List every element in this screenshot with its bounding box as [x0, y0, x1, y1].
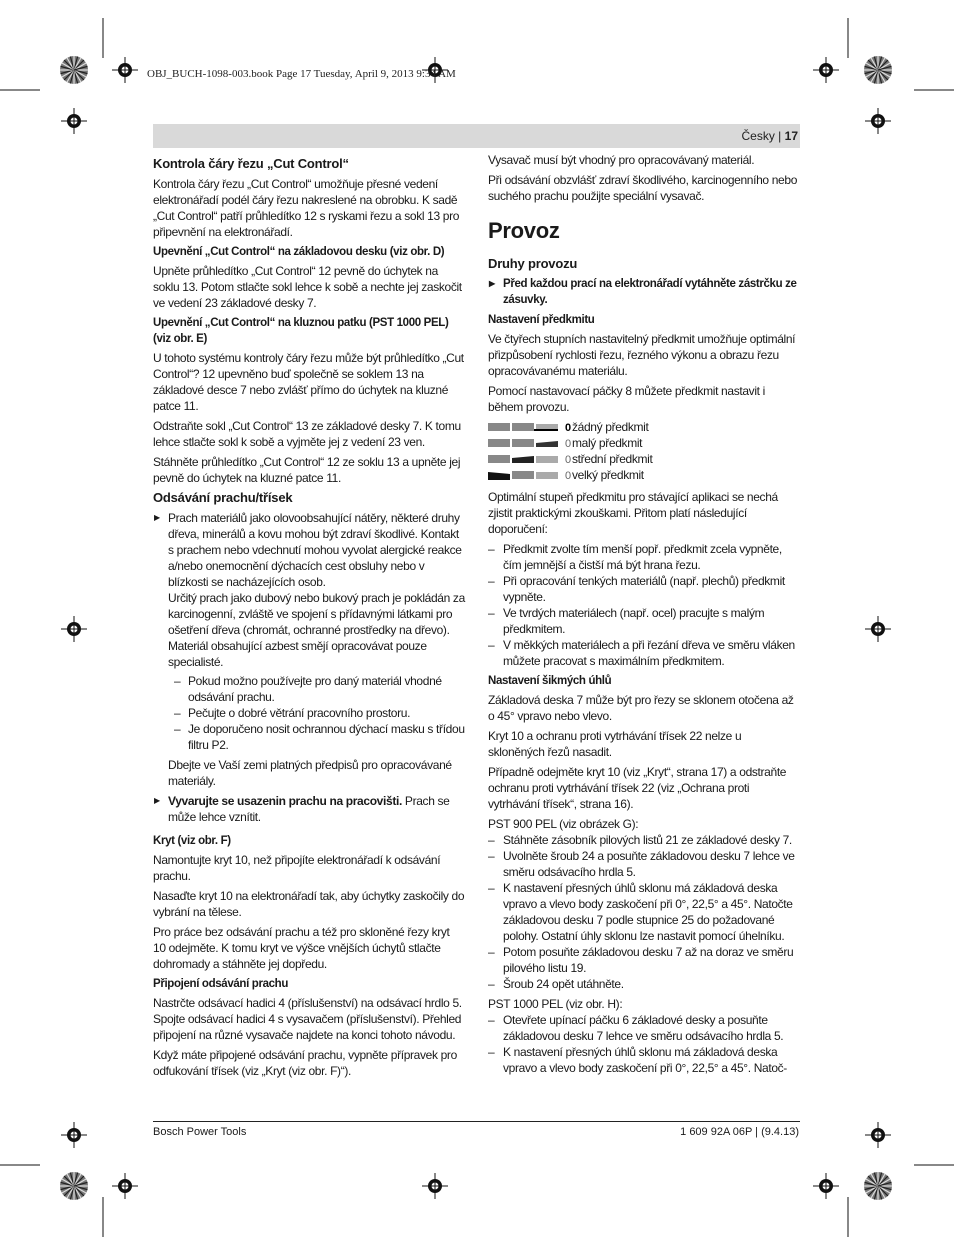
para-vacuum-2: Při odsávání obzvlášť zdraví škodlivého, karcinogenního nebo suchého prachu použijte speciální vysavač. [488, 173, 798, 203]
pst900-step: – Uvolněte šroub 24 a posuňte základovou desku 7 lehce ve směru odsávacího hrdla 5. [488, 848, 800, 880]
page-number: 17 [784, 129, 798, 143]
pendulum-level-1-icon [488, 437, 572, 449]
para-bevel-1: Základová deska 7 může být pro řezy se sklonem otočena až o 45° vpravo nebo vlevo. [488, 693, 794, 723]
para-pendulum-1: Ve čtyřech stupních nastavitelný předkmit umožňuje optimální přizpůsobení rychlosti řezu, řezného výkonu a obrazu řezu opracovávanému materiálu. [488, 332, 796, 378]
pendulum-level-label: malý předkmit [572, 436, 643, 450]
para-connect-1: Nastrčte odsávací hadici 4 (příslušenství) na odsávací hrdlo 5. Spojte odsávací hadici 4 s vysavačem (příslušenství). Přehled připojení na různé vysavače najdete na konci tohoto návodu. [153, 996, 462, 1042]
pendulum-level-3-icon [488, 469, 572, 481]
right-column [488, 152, 800, 1076]
pst1000-step: – Otevřete upínací páčku 6 základové desky a posuňte základovou desku 7 lehce ve směru odsávacího hrdla 5. [488, 1012, 800, 1044]
level-digit: 0 [565, 470, 571, 481]
heading-connect-extraction: Připojení odsávání prachu [153, 978, 289, 990]
para-pad-mount-1: U tohoto systému kontroly čáry řezu může být průhledítko „Cut Control“? 12 upevněno buď společně se soklem 13 na základové desce 7 nebo zvlášť přímo do úchytek na kluzné patce 11. [153, 351, 464, 413]
page-header [741, 129, 798, 143]
pendulum-level-label: žádný předkmit [572, 420, 649, 434]
para-pst900: PST 900 PEL (viz obrázek G): [488, 817, 639, 831]
para-base-mount: Upněte průhledítko „Cut Control“ 12 pevně do úchytek na soklu 13. Potom stlačte sokl lehce k sobě a nechte jej zaskočit ve vedení 23 základové desky 7. [153, 264, 462, 310]
bullet-dust-hazard: ▶ Prach materiálů jako olovoobsahující nátěry, některé druhy dřeva, minerálů a kovu mohou být zdraví škodlivé. Kontakt s prachem nebo vdechnutí mohou vyvolat alergické reakce a/nebo onemocnění dýchacích cest obsluhy nebo v blízkosti se nacházejících osob. [153, 510, 465, 590]
left-column [153, 152, 465, 1083]
dust-advice-item: – Je doporučeno nosit ochrannou dýchací masku s třídou filtru P2. [168, 721, 465, 753]
pendulum-level-row [488, 419, 800, 435]
level-digit: 0 [565, 422, 571, 433]
para-pad-mount-2: Odstraňte sokl „Cut Control“ 13 ze základové desky 7. K tomu lehce stlačte sokl k sobě a vyjměte jej z vedení 23 ven. [153, 419, 461, 449]
dust-deposits-warning: Vyvarujte se usazenin prachu na pracovišti. [168, 794, 402, 808]
para-pad-mount-3: Stáhněte průhledítko „Cut Control“ 12 ze soklu 13 a upněte jej pevně do úchytek na kluzné patce 11. [153, 455, 461, 485]
para-optimal-level: Optimální stupeň předkmitu pro stávající aplikaci se nechá zjistit praktickými zkouškami. Přitom platí následující doporučení: [488, 490, 778, 536]
para-pendulum-2: Pomocí nastavovací páčky 8 můžete předkmit nastavit i během provozu. [488, 384, 765, 414]
level-digit: 0 [565, 438, 571, 449]
para-cover-1: Namontujte kryt 10, než připojíte elektronářadí k odsávání prachu. [153, 853, 441, 883]
footer-rule [153, 1121, 800, 1122]
pst900-step: – Potom posuňte základovou desku 7 až na doraz ve směru pilového listu 19. [488, 944, 800, 976]
para-pst1000: PST 1000 PEL (viz obr. H): [488, 997, 623, 1011]
pendulum-levels [488, 419, 800, 483]
pendulum-level-2-icon [488, 453, 572, 465]
pendulum-advice-item: – V měkkých materiálech a při řezání dřeva ve směru vláken můžete pracovat s maximálním předkmitem. [488, 637, 800, 669]
para-bevel-3: Případně odejměte kryt 10 (viz „Kryt“, strana 17) a odstraňte ochranu proti vytrhávání třísek 22 (viz „Ochrana proti vytrhávání třísek“, strana 16). [488, 765, 787, 811]
footer-doc-number: 1 609 92A 06P | (9.4.13) [680, 1126, 799, 1138]
pendulum-level-label: velký předkmit [572, 468, 644, 482]
dust-advice-item: – Pokud možno používejte pro daný materiál vhodné odsávání prachu. [168, 673, 465, 705]
header-bar [153, 124, 800, 148]
bullet-unplug: ▶ Před každou prací na elektronářadí vytáhněte zástrčku ze zásuvky. [488, 276, 800, 308]
heading-dust-extraction: Odsávání prachu/třísek [153, 490, 293, 505]
pst900-step: – K nastavení přesných úhlů sklonu má základová deska vpravo a vlevo body zaskočení při 0°, 22,5° a 45°. Natočte základovou desku 7 podle stupnice 25 do požadované polohy. Ostatní úhly sklonu lze nastavit pomocí úhelníku. [488, 880, 800, 944]
pendulum-advice-item: – Ve tvrdých materiálech (např. ocel) pracujte s malým předkmitem. [488, 605, 800, 637]
para-dust-carcinogenic: Určitý prach jako dubový nebo bukový prach je pokládán za karcinogenní, zvláště ve spojení s přídavnými látkami pro ošetření dřeva (chromát, ochranné prostředky na dřevo). Materiál obsahující azbest smějí opracovávat pouze specialisté. [168, 591, 465, 669]
heading-operation: Provoz [488, 218, 560, 243]
para-vacuum-1: Vysavač musí být vhodný pro opracovávaný materiál. [488, 153, 755, 167]
dust-hazard-cont [153, 590, 465, 789]
para-dust-regulations: Dbejte ve Vaší zemi platných předpisů pro opracovávané materiály. [168, 758, 452, 788]
print-slug: OBJ_BUCH-1098-003.book Page 17 Tuesday, April 9, 2013 9:34 AM [147, 68, 456, 80]
footer-brand: Bosch Power Tools [153, 1126, 247, 1138]
heading-bevel: Nastavení šikmých úhlů [488, 675, 612, 687]
bullet-dust-deposits [153, 793, 465, 825]
heading-cover: Kryt (viz obr. F) [153, 835, 231, 847]
heading-pad-mount: Upevnění „Cut Control“ na kluznou patku (PST 1000 PEL) (viz obr. E) [153, 317, 449, 345]
header-language: Česky [741, 129, 775, 143]
pendulum-level-0-icon [488, 421, 572, 433]
para-connect-2: Když máte připojené odsávání prachu, vypněte přípravek pro odfukování třísek (viz „Kryt (viz obr. F)“). [153, 1048, 457, 1078]
level-digit: 0 [565, 454, 571, 465]
para-cover-2: Nasaďte kryt 10 na elektronářadí tak, aby úchytky zaskočily do vybrání na tělese. [153, 889, 465, 919]
pst900-step: – Šroub 24 opět utáhněte. [488, 976, 800, 992]
para-bevel-2: Kryt 10 a ochranu proti vytrhávání třísek 22 nelze u skloněných řezů nasadit. [488, 729, 742, 759]
heading-cut-control: Kontrola čáry řezu „Cut Control“ [153, 156, 349, 171]
pendulum-level-row [488, 451, 800, 467]
heading-operating-modes: Druhy provozu [488, 256, 578, 271]
para-cover-3: Pro práce bez odsávání prachu a též pro skloněné řezy kryt 10 odejměte. K tomu kryt ve výšce vnějších úchytů stlačte dohromady a stáhněte jej dopředu. [153, 925, 450, 971]
pendulum-level-row [488, 435, 800, 451]
heading-pendulum: Nastavení předkmitu [488, 314, 595, 326]
heading-base-mount: Upevnění „Cut Control“ na základovou desku (viz obr. D) [153, 246, 445, 258]
pendulum-level-label: střední předkmit [572, 452, 653, 466]
para-cut-control: Kontrola čáry řezu „Cut Control“ umožňuje přesné vedení elektronářadí podél čáry řezu nakreslené na obrobku. K sadě „Cut Control“ patří průhledítko 12 s ryskami řezu a sokl 13 pro připevnění na elektronářadí. [153, 177, 460, 239]
header-separator: | [778, 129, 782, 143]
pst900-step: – Stáhněte zásobník pilových listů 21 ze základové desky 7. [488, 832, 800, 848]
pendulum-advice-item: – Při opracování tenkých materiálů (např. plechů) předkmit vypněte. [488, 573, 800, 605]
pendulum-advice-item: – Předkmit zvolte tím menší popř. předkmit zcela vypněte, čím jemnější a čistší má být hrana řezu. [488, 541, 800, 573]
pendulum-level-row [488, 467, 800, 483]
dust-advice-item: – Pečujte o dobré větrání pracovního prostoru. [168, 705, 465, 721]
pst1000-step: – K nastavení přesných úhlů sklonu má základová deska vpravo a vlevo body zaskočení při 0°, 22,5° a 45°. Natoč- [488, 1044, 800, 1076]
dust-deposits-note: Prach se může lehce vznítit. [168, 794, 450, 824]
